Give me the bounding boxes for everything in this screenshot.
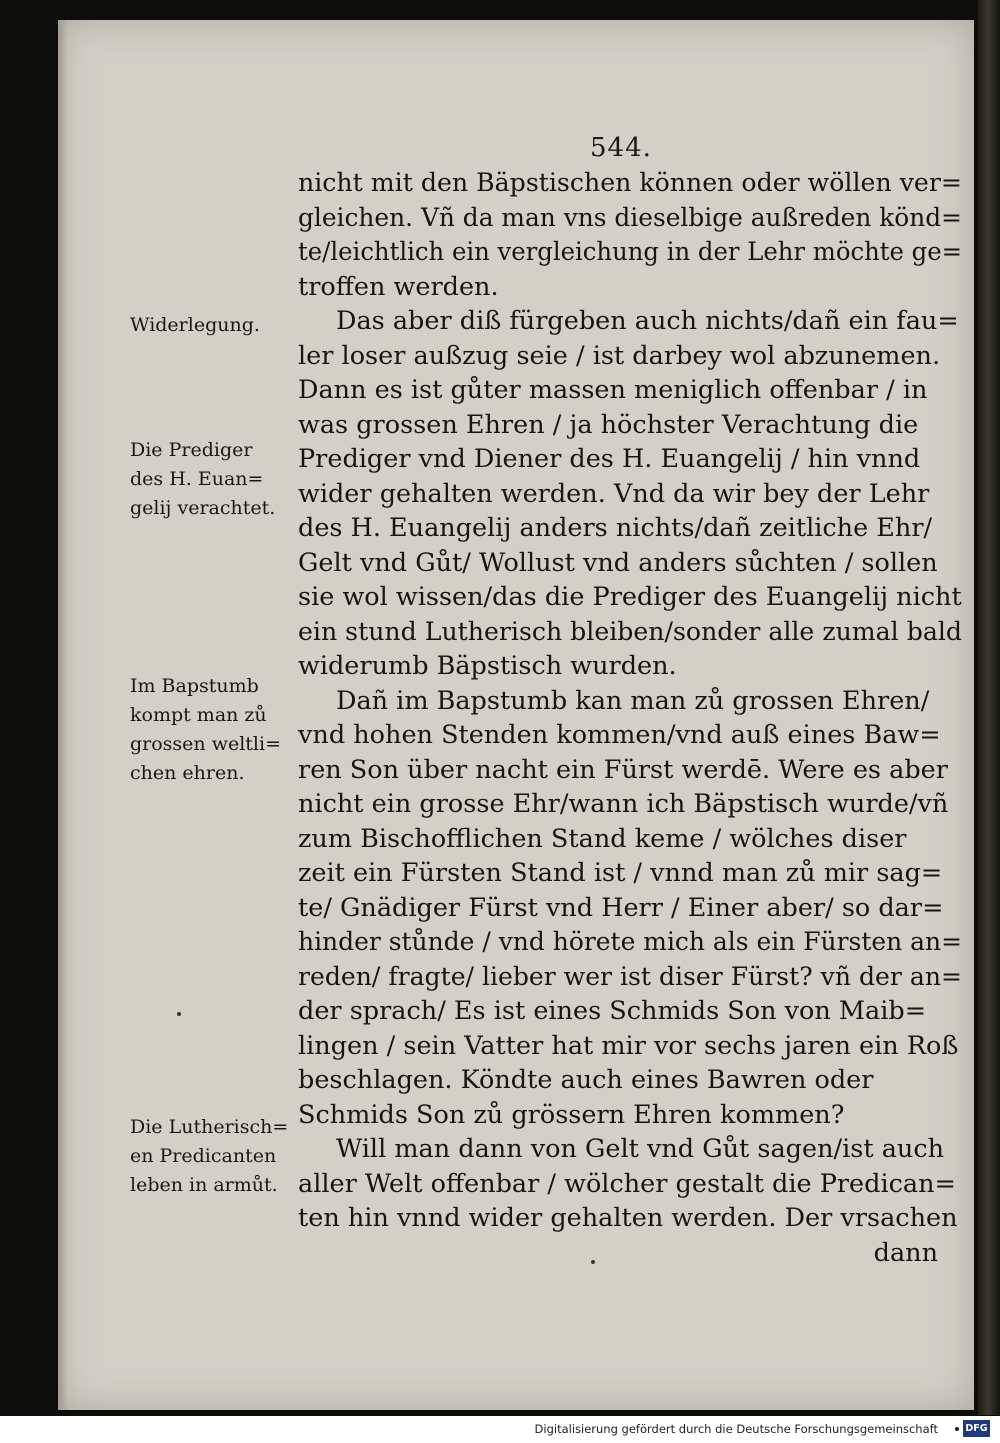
text-line: was grossen Ehren / ja höchster Verachtung die — [298, 409, 919, 440]
text-line: ler loser außzug seie / ist darbey wol abzunemen. — [298, 340, 941, 371]
text-line: lingen / sein Vatter hat mir vor sechs jaren ein Roß — [298, 1030, 959, 1061]
marginal-note-line: leben in armůt. — [130, 1174, 278, 1196]
text-line: beschlagen. Köndte auch eines Bawren oder — [298, 1065, 874, 1095]
marginal-note-line: grossen weltli= — [130, 733, 281, 755]
marginal-note-line: Widerlegung. — [130, 314, 260, 336]
text-line: te/leichtlich ein vergleichung in der Lehr möchte ge= — [298, 237, 963, 267]
body-text — [298, 166, 978, 1270]
text-line: Prediger vnd Diener des H. Euangelij / hin vnnd — [298, 444, 921, 474]
text-line: vnd hohen Stenden kommen/vnd auß eines Baw= — [298, 720, 941, 750]
text-line: widerumb Bäpstisch wurden. — [298, 651, 677, 681]
paper-speck — [591, 1260, 595, 1264]
marginal-note-line: des H. Euan= — [130, 468, 264, 490]
text-line: troffen werden. — [298, 271, 499, 302]
marginal-note-line: chen ehren. — [130, 762, 245, 784]
marginal-note-widerlegung — [130, 311, 298, 340]
text-line: te/ Gnädiger Fürst vnd Herr / Einer aber/ so dar= — [298, 892, 944, 923]
dfg-logo: DFG — [963, 1420, 990, 1437]
footer-credit: Digitalisierung gefördert durch die Deutsche Forschungsgemeinschaft — [534, 1422, 938, 1436]
text-line: gleichen. Vñ da man vns dieselbige außreden könd= — [298, 202, 962, 233]
text-line: nicht ein grosse Ehr/wann ich Bäpstisch wurde/vñ — [298, 789, 949, 819]
catchword: dann — [873, 1237, 938, 1268]
marginal-note-line: Die Lutherisch= — [130, 1116, 289, 1138]
text-line: ten hin vnnd wider gehalten werden. Der vrsachen — [298, 1203, 958, 1233]
paper-speck — [177, 1012, 181, 1016]
marginal-note-predicanten — [130, 1113, 298, 1200]
marginal-note-line: Im Bapstumb — [130, 675, 259, 697]
page-edge — [978, 0, 1000, 1415]
text-line: Schmids Son zů grössern Ehren kommen? — [298, 1099, 845, 1130]
text-line: Dann es ist gůter massen meniglich offenbar / in — [298, 375, 928, 405]
text-line: zum Bischofflichen Stand keme / wölches diser — [298, 823, 907, 854]
marginal-note-line: en Predicanten — [130, 1145, 277, 1167]
text-line: ein stund Lutherisch bleiben/sonder alle zumal bald — [298, 616, 963, 647]
text-line: hinder stůnde / vnd hörete mich als ein Fürsten an= — [298, 927, 963, 957]
marginal-note-bapstumb — [130, 672, 298, 788]
text-line: der sprach/ Es ist eines Schmids Son von Maib= — [298, 996, 927, 1026]
text-line: Gelt vnd Gůt/ Wollust vnd anders sůchten / sollen — [298, 547, 938, 578]
text-line: aller Welt offenbar / wölcher gestalt die Predican= — [298, 1168, 956, 1199]
text-line: sie wol wissen/das die Prediger des Euangelij nicht — [298, 582, 962, 612]
paragraph-start-line: Dañ im Bapstumb kan man zů grossen Ehren/ — [336, 685, 930, 716]
page-gutter-shadow — [58, 20, 68, 1410]
text-line: des H. Euangelij anders nichts/dañ zeitliche Ehr/ — [298, 513, 933, 543]
marginal-note-line: Die Prediger — [130, 439, 253, 461]
text-line: zeit ein Fürsten Stand ist / vnnd man zů mir sag= — [298, 858, 943, 888]
footer-separator-dot — [955, 1427, 959, 1431]
text-line: reden/ fragte/ lieber wer ist diser Fürst? vñ der an= — [298, 961, 963, 992]
marginal-note-line: gelij verachtet. — [130, 497, 276, 519]
text-line: wider gehalten werden. Vnd da wir bey der Lehr — [298, 478, 930, 509]
marginal-note-prediger — [130, 436, 298, 523]
paragraph-start-line: Das aber diß fürgeben auch nichts/dañ ein fau= — [336, 306, 959, 336]
page-number: 544. — [590, 133, 652, 163]
text-line: nicht mit den Bäpstischen können oder wöllen ver= — [298, 168, 963, 198]
marginal-note-line: kompt man zů — [130, 704, 267, 726]
text-line: ren Son über nacht ein Fürst werdē. Were es aber — [298, 754, 948, 785]
paragraph-start-line: Will man dann von Gelt vnd Gůt sagen/ist auch — [336, 1134, 945, 1164]
